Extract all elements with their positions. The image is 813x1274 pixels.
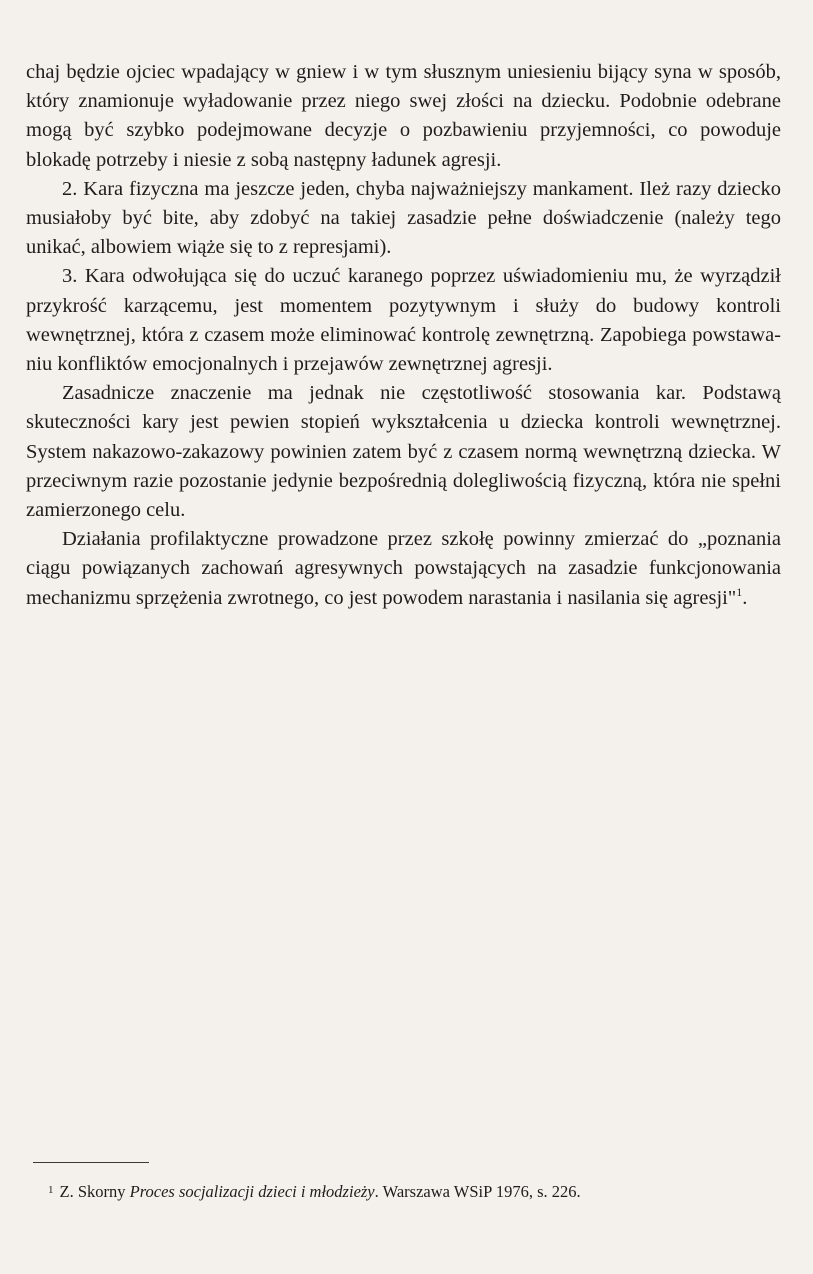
footnote-divider [33, 1162, 149, 1163]
footnote [30, 1177, 782, 1205]
page [26, 58, 781, 613]
paragraph-3: 3. Kara odwołująca się do uczuć karanego poprzez uświadomieniu mu, że wyrządził przykrość karzącemu, jest momentem pozytywnym i służy do budowy kontroli wewnętrznej, która z czasem może eliminować kontrolę zewnętrzną. Zapobiega powstawaniu konfliktów emocjonalnych i przejawów zewnętrznej agresji. [26, 265, 781, 376]
paragraph-5: Działania profilaktyczne prowadzone przez szkołę powinny zmierzać do „poznania ciągu powiązanych zachowań agresywnych powstających na zasadzie funkcjonowania mechanizmu sprzężenia zwrotnego, co jest powodem narastania i nasilania się agresji"$^1$. [26, 528, 781, 609]
footnote-publisher: . Warszawa WSiP 1976, [374, 1182, 533, 1201]
paragraph-4: Zasadnicze znaczenie ma jednak nie częstotliwość stosowania kar. Podstawą skuteczności kary jest pewien stopień wykształcenia u dziecka kontroli wewnętrznej. System nakazowo-zakazowy powinien zatem być z czasem normą wewnętrzną dziecka. W przeciwnym razie pozostanie jedynie bezpośrednią dolegliwością fizyczną, która nie spełni zamierzonego celu. [26, 382, 781, 522]
footnote-author: Z. Skorny [59, 1182, 126, 1201]
paragraph-1: chaj będzie ojciec wpadający w gniew i w tym słusznym uniesieniu bijący syna w sposób, który znamionuje wyładowanie przez niego swej złości na dziecku. Podobnie odebrane mogą być szybko podejmowane decyzje o pozbawieniu przyjemności, co powoduje blokadę potrzeby i niesie z sobą następny ładunek agresji. [26, 61, 781, 171]
footnote-pages: s. 226. [537, 1182, 581, 1201]
paragraph-5-text: Działania profilaktyczne prowadzone przez szkołę powinny zmierzać do „poznania ciągu powiązanych zachowań agresywnych powstających na zasadzie funkcjonowania mechanizmu sprzężenia zwrotnego, co jest powodem narastania i nasilania się agresji" [26, 528, 781, 609]
footnote-number: 1 [48, 1184, 54, 1196]
body-text [26, 58, 781, 613]
footnote-title: Proces socjalizacji dzieci i młodzieży [129, 1182, 375, 1201]
footnote-reference[interactable]: 1 [736, 584, 743, 599]
paragraph-2: 2. Kara fizyczna ma jeszcze jeden, chyba najważniejszy mankament. Ileż razy dziecko musiałoby być bite, aby zdobyć na takiej zasadzie pełne doświadczenie (należy tego unikać, albowiem wiąże się to z represjami). [26, 177, 781, 259]
